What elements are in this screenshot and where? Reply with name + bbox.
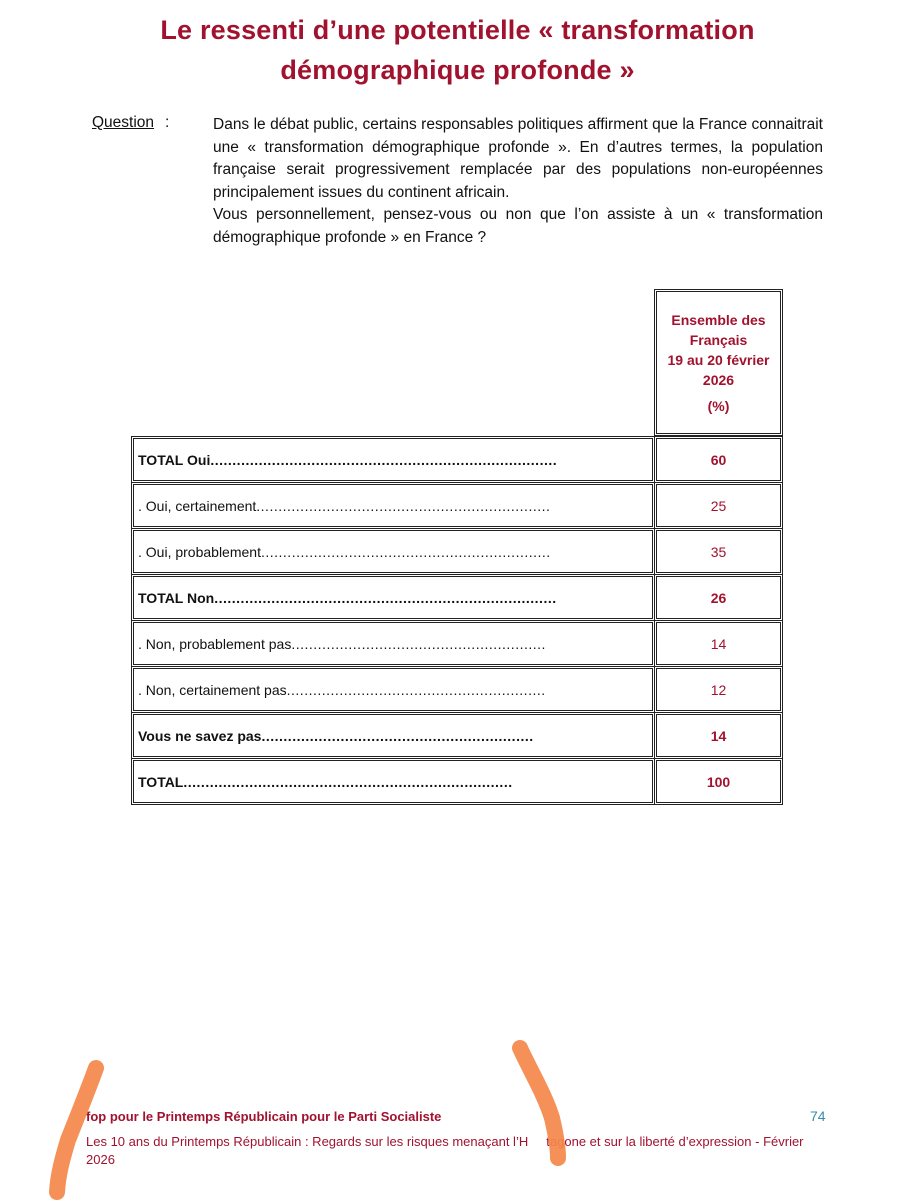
row-label: TOTAL — [138, 773, 184, 790]
footer-study-title: Les 10 ans du Printemps Républicain : Regards sur les risques menaçant l’H tagone et sur la liberté d’expression - Février 2026 — [86, 1134, 804, 1167]
row-label-cell — [131, 620, 655, 667]
row-value: 14 — [654, 620, 783, 667]
row-label: . Oui, certainement — [138, 497, 257, 514]
header-line-2: Français — [689, 331, 748, 348]
header-line-1: Ensemble des — [671, 311, 766, 328]
row-label: TOTAL Oui — [138, 451, 211, 468]
page-title — [0, 10, 915, 90]
row-value: 100 — [654, 758, 783, 805]
question-paragraph-2: Vous personnellement, pensez-vous ou non que l’on assiste à un « transformation démographique profonde » en France ? — [213, 206, 823, 246]
row-value: 60 — [654, 436, 783, 483]
table-row-total-oui — [131, 436, 783, 483]
row-dots: .......................................................... — [291, 635, 546, 652]
table-header-cell — [654, 289, 783, 436]
question-colon: : — [165, 114, 170, 131]
row-label-cell — [131, 666, 655, 713]
table-row-non-probablement-pas — [131, 620, 783, 667]
row-label-cell — [131, 482, 655, 529]
row-value: 14 — [654, 712, 783, 759]
row-value: 12 — [654, 666, 783, 713]
row-label: TOTAL Non — [138, 589, 215, 606]
table-row-oui-certainement — [131, 482, 783, 529]
table-row-non-certainement-pas — [131, 666, 783, 713]
highlighter-stroke-left — [57, 1068, 96, 1192]
row-label-cell — [131, 528, 655, 575]
question-paragraph-1: Dans le débat public, certains responsables politiques affirment que la France connaitrait une « transformation démographique profonde ». En d’autres termes, la population française serait progressivement remplacée par des populations non-européennes principalement issues du continent africain. — [213, 116, 823, 201]
row-dots: ................................................................... — [256, 497, 551, 514]
row-label-cell — [131, 436, 655, 483]
row-label: Vous ne savez pas — [138, 727, 262, 744]
question-label: Question — [92, 114, 155, 131]
row-value: 25 — [654, 482, 783, 529]
footer-source: fop pour le Printemps Républicain pour le Parti Socialiste — [86, 1109, 442, 1124]
row-label: . Oui, probablement — [138, 543, 261, 560]
row-value: 26 — [654, 574, 783, 621]
row-label: . Non, probablement pas — [138, 635, 292, 652]
row-dots: ............................................................................... — [210, 451, 558, 468]
page-number: 74 — [810, 1108, 826, 1124]
row-dots: .............................................................. — [261, 727, 534, 744]
row-label: . Non, certainement pas — [138, 681, 287, 698]
header-line-4: 2026 — [702, 371, 735, 388]
title-line-1: Le ressenti d’une potentielle « transformation — [160, 15, 755, 45]
table-row-total — [131, 758, 783, 805]
table-row-total-non — [131, 574, 783, 621]
row-label-cell — [131, 712, 655, 759]
table-row-ne-savez-pas — [131, 712, 783, 759]
row-label-cell — [131, 574, 655, 621]
title-line-2: démographique profonde » — [280, 55, 635, 85]
row-dots: ........................................................... — [286, 681, 546, 698]
row-dots: ........................................................................... — [183, 773, 513, 790]
row-dots: .................................................................. — [260, 543, 551, 560]
row-label-cell — [131, 758, 655, 805]
row-dots: .............................................................................. — [214, 589, 557, 606]
row-value: 35 — [654, 528, 783, 575]
question-text — [213, 114, 823, 249]
header-line-3: 19 au 20 février — [667, 351, 770, 368]
header-unit: (%) — [707, 397, 730, 414]
table-row-oui-probablement — [131, 528, 783, 575]
